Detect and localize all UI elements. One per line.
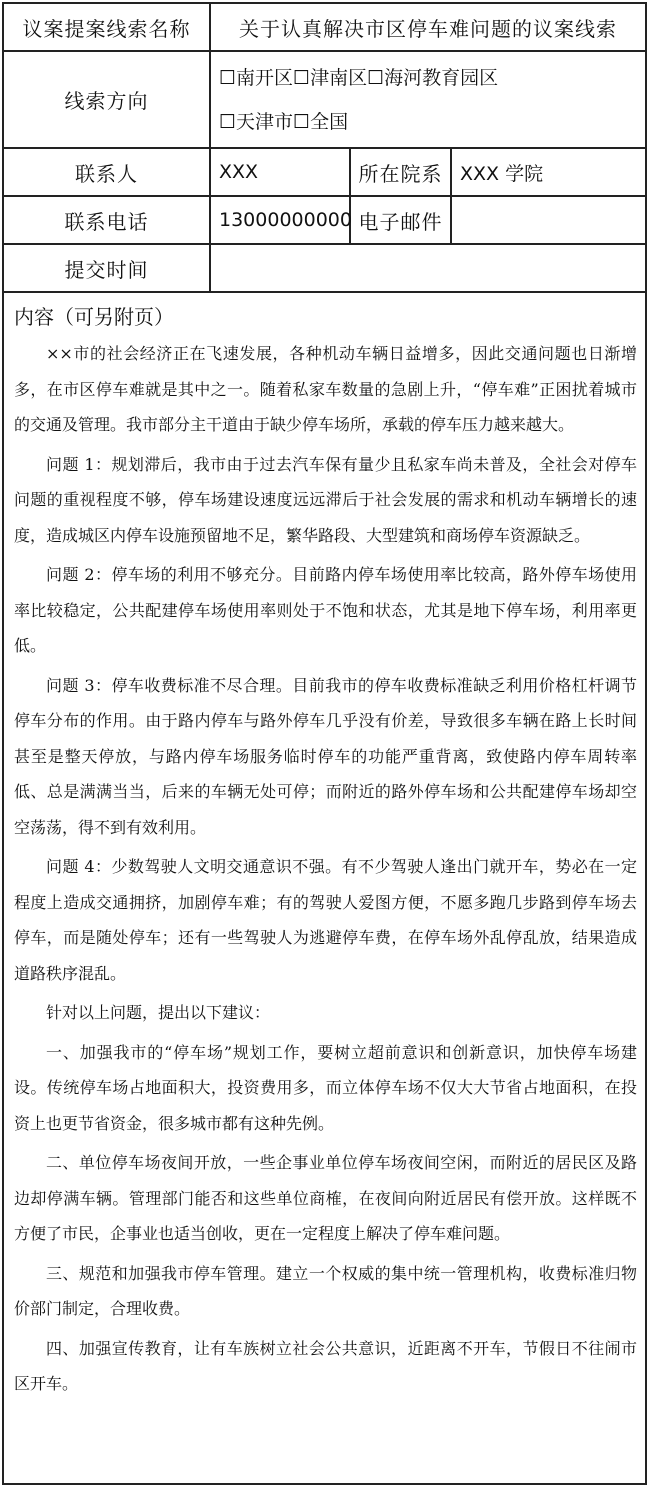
direction-label: 线索方向	[3, 51, 210, 148]
content-paragraph: 问题 4：少数驾驶人文明交通意识不强。有不少驾驶人逢出门就开车，势必在一定程度上造成交通拥挤，加剧停车难；有的驾驶人爱图方便，不愿多跑几步路到停车场去停车，而是随处停车；还有一些驾驶人为逃避停车费，在停车场外乱停乱放，结果造成道路秩序混乱。	[14, 857, 638, 983]
row-time	[3, 244, 646, 292]
title-value: 关于认真解决市区停车难问题的议案线索	[210, 3, 646, 51]
content-title: 内容（可另附页）	[14, 305, 174, 329]
phone-label: 联系电话	[3, 196, 210, 244]
row-direction	[3, 51, 646, 148]
content-paragraph: ××市的社会经济正在飞速发展，各种机动车辆日益增多，因此交通问题也日渐增多，在市区停车难就是其中之一。随着私家车数量的急剧上升，“停车难”正困扰着城市的交通及管理。我市部分主干道由于缺少停车场所，承载的停车压力越来越大。	[14, 344, 638, 434]
email-label: 电子邮件	[350, 196, 451, 244]
content-paragraph: 四、加强宣传教育，让有车族树立社会公共意识，近距离不开车，节假日不往闹市区开车。	[14, 1338, 638, 1393]
row-contact	[3, 148, 646, 196]
dept-value[interactable]: XXX 学院	[451, 148, 646, 196]
email-value[interactable]	[451, 196, 646, 244]
direction-options	[210, 51, 646, 148]
contact-value[interactable]: XXX	[210, 148, 350, 196]
content-cell	[3, 292, 646, 1484]
content-paragraph: 三、规范和加强我市停车管理。建立一个权威的集中统一管理机构，收费标准归物价部门制定，合理收费。	[14, 1263, 638, 1318]
time-label: 提交时间	[3, 244, 210, 292]
contact-label: 联系人	[3, 148, 210, 196]
direction-options-line2[interactable]: ☐天津市☐全国	[219, 110, 349, 133]
direction-options-line1[interactable]: ☐南开区☐津南区☐海河教育园区	[219, 66, 499, 89]
content-paragraph: 问题 1：规划滞后，我市由于过去汽车保有量少且私家车尚未普及，全社会对停车问题的重视程度不够，停车场建设速度远远滞后于社会发展的需求和机动车辆增长的速度，造成城区内停车设施预留地不足，繁华路段、大型建筑和商场停车资源缺乏。	[14, 454, 638, 545]
content-paragraph: 问题 3：停车收费标准不尽合理。目前我市的停车收费标准缺乏利用价格杠杆调节停车分布的作用。由于路内停车与路外停车几乎没有价差，导致很多车辆在路上长时间甚至是整天停放，与路内停车场服务临时停车的功能严重背离，致使路内停车周转率低、总是满满当当，后来的车辆无处可停；而附近的路外停车场和公共配建停车场却空空荡荡，得不到有效利用。	[14, 675, 638, 837]
dept-label: 所在院系	[350, 148, 451, 196]
content-paragraph: 针对以上问题，提出以下建议：	[46, 1003, 271, 1022]
content-paragraph: 一、加强我市的“停车场”规划工作，要树立超前意识和创新意识，加快停车场建设。传统停车场占地面积大，投资费用多，而立体停车场不仅大大节省占地面积，在投资上也更节省资金，很多城市都有这种先例。	[14, 1042, 638, 1133]
row-content	[3, 292, 646, 1484]
content-paragraph: 问题 2：停车场的利用不够充分。目前路内停车场使用率比较高，路外停车场使用率比较稳定，公共配建停车场使用率则处于不饱和状态，尤其是地下停车场，利用率更低。	[14, 565, 638, 655]
title-label: 议案提案线索名称	[3, 3, 210, 51]
content-body	[4, 336, 645, 1402]
proposal-form-table	[2, 2, 647, 1485]
phone-value[interactable]: 13000000000	[210, 196, 350, 244]
content-paragraph: 二、单位停车场夜间开放，一些企事业单位停车场夜间空闲，而附近的居民区及路边却停满车辆。管理部门能否和这些单位商榷，在夜间向附近居民有偿开放。这样既不方便了市民，企事业也适当创收，更在一定程度上解决了停车难问题。	[14, 1153, 638, 1243]
time-value[interactable]	[210, 244, 646, 292]
row-phone	[3, 196, 646, 244]
row-title	[3, 3, 646, 51]
